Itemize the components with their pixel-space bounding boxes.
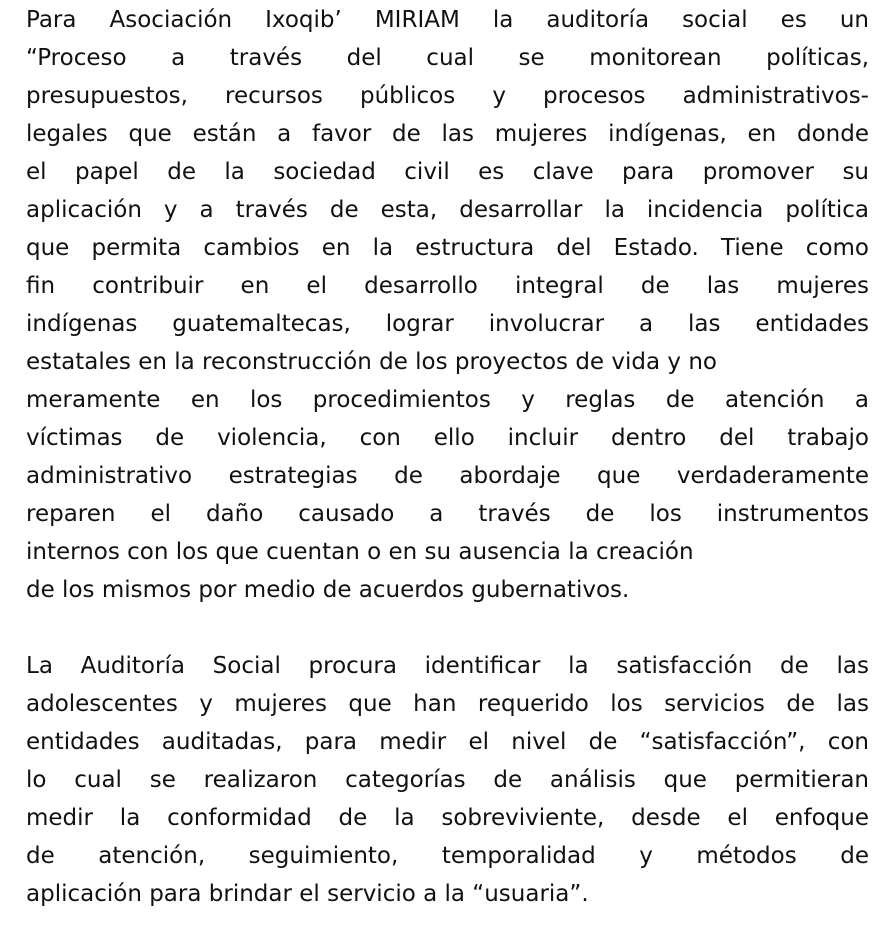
text-line: víctimas de violencia, con ello incluir dentro del trabajo: [26, 425, 869, 451]
text-line: internos con los que cuentan o en su ausencia la creación: [26, 539, 694, 565]
text-line: de atención, seguimiento, temporalidad y métodos de: [26, 843, 869, 869]
text-line: adolescentes y mujeres que han requerido los servicios de las: [26, 691, 869, 717]
text-line: presupuestos, recursos públicos y procesos administrativos-: [26, 83, 869, 109]
text-line: administrativo estrategias de abordaje que verdaderamente: [26, 463, 869, 489]
text-line: entidades auditadas, para medir el nivel de “satisfacción”, con: [26, 729, 869, 755]
text-line: fin contribuir en el desarrollo integral de las mujeres: [26, 273, 869, 299]
text-line: “Proceso a través del cual se monitorean políticas,: [26, 45, 869, 71]
text-line: indígenas guatemaltecas, lograr involucrar a las entidades: [26, 311, 869, 337]
text-line: estatales en la reconstrucción de los proyectos de vida y no: [26, 349, 717, 375]
text-line: reparen el daño causado a través de los instrumentos: [26, 501, 869, 527]
text-line: medir la conformidad de la sobreviviente, desde el enfoque: [26, 805, 869, 831]
text-line: Para Asociación Ixoqib’ MIRIAM la auditoría social es un: [26, 7, 869, 33]
paragraph-auditoria-satisfaccion: [26, 647, 869, 913]
text-line: de los mismos por medio de acuerdos gubernativos.: [26, 577, 630, 603]
text-line: que permita cambios en la estructura del Estado. Tiene como: [26, 235, 869, 261]
text-line: legales que están a favor de las mujeres indígenas, en donde: [26, 121, 869, 147]
text-line: el papel de la sociedad civil es clave para promover su: [26, 159, 869, 185]
text-line: aplicación para brindar el servicio a la “usuaria”.: [26, 881, 589, 907]
paragraph-auditoria-definition: [26, 1, 869, 609]
text-line: meramente en los procedimientos y reglas de atención a: [26, 387, 869, 413]
text-line: lo cual se realizaron categorías de análisis que permitieran: [26, 767, 869, 793]
text-line: aplicación y a través de esta, desarrollar la incidencia política: [26, 197, 869, 223]
text-line: La Auditoría Social procura identificar la satisfacción de las: [26, 653, 869, 679]
